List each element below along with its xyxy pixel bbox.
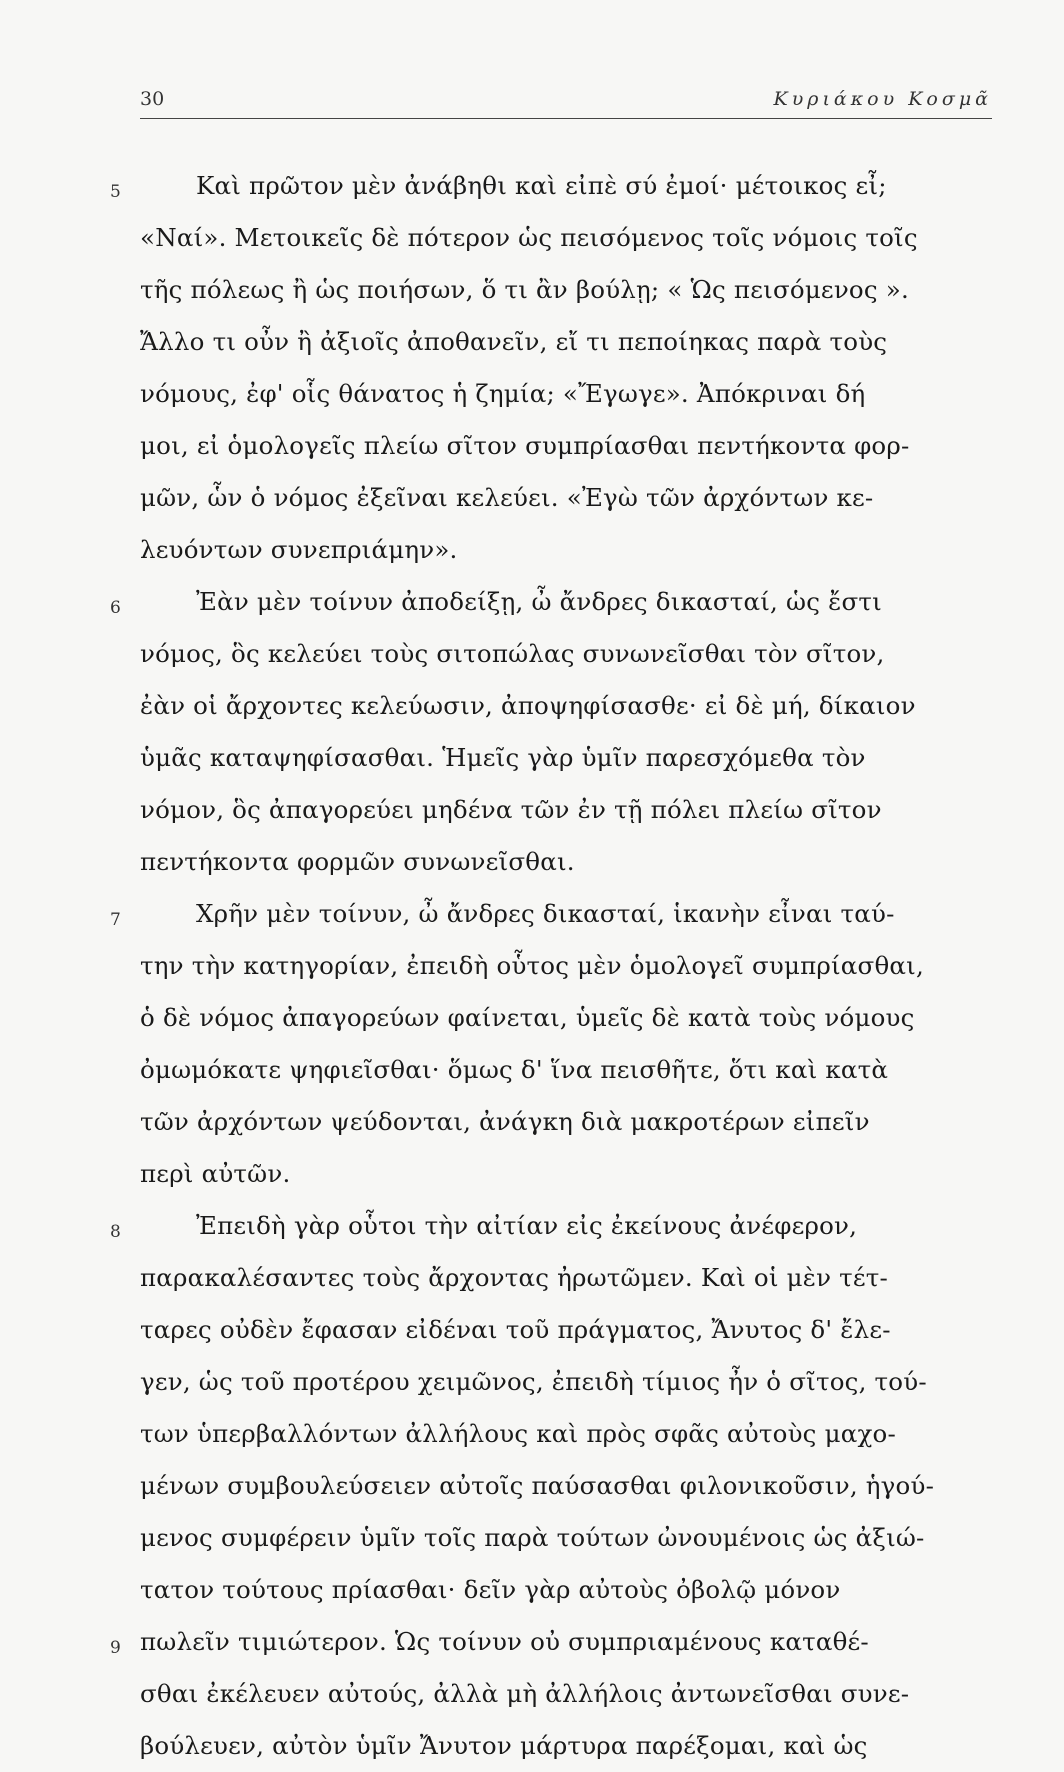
text-line: ὁ δὲ νόμος ἀπαγορεύων φαίνεται, ὑμεῖς δὲ κατὰ τοὺς νόμους — [140, 1003, 915, 1032]
text-line: περὶ αὐτῶν. — [140, 1159, 291, 1188]
section-marker: 8 — [110, 1222, 122, 1242]
text-line: μῶν, ὧν ὁ νόμος ἐξεῖναι κελεύει. «Ἐγὼ τῶν ἀρχόντων κε- — [140, 483, 874, 512]
section-marker: 5 — [110, 182, 122, 202]
text-line: γεν, ὡς τοῦ προτέρου χειμῶνος, ἐπειδὴ τίμιος ἦν ὁ σῖτος, τού- — [140, 1367, 927, 1396]
text-line: τῶν ἀρχόντων ψεύδονται, ἀνάγκη διὰ μακροτέρων εἰπεῖν — [140, 1107, 870, 1136]
text-line: 9 πωλεῖν τιμιώτερον. Ὡς τοίνυν οὐ συμπριαμένους καταθέ- — [140, 1616, 992, 1668]
text-line: Ἄλλο τι οὖν ἢ ἀξιοῖς ἀποθανεῖν, εἴ τι πεποίηκας παρὰ τοὺς — [140, 327, 888, 356]
text-line: τῆς πόλεως ἢ ὡς ποιήσων, ὅ τι ἂν βούλῃ; « Ὡς πεισόμενος ». — [140, 275, 909, 304]
section-marker: 6 — [110, 598, 122, 618]
text-line: «Ναί». Μετοικεῖς δὲ πότερον ὡς πεισόμενος τοῖς νόμοις τοῖς — [140, 223, 918, 252]
text-line: 7 Χρῆν μὲν τοίνυν, ὦ ἄνδρες δικασταί, ἱκανὴν εἶναι ταύ- — [140, 888, 992, 940]
text-line: μένων συμβουλεύσειεν αὐτοῖς παύσασθαι φιλονικοῦσιν, ἡγού- — [140, 1471, 935, 1500]
running-head: Κυριάκου Κοσμᾶ — [773, 88, 992, 110]
text-line: σθαι ἐκέλευεν αὐτούς, ἀλλὰ μὴ ἀλλήλοις ἀντωνεῖσθαι συνε- — [140, 1679, 910, 1708]
text-line: βούλευεν, αὐτὸν ὑμῖν Ἄνυτον μάρτυρα παρέξομαι, καὶ ὡς — [140, 1731, 868, 1760]
text-line: ὑμᾶς καταψηφίσασθαι. Ἡμεῖς γὰρ ὑμῖν παρεσχόμεθα τὸν — [140, 743, 866, 772]
text-line: ὀμωμόκατε ψηφιεῖσθαι· ὅμως δ' ἵνα πεισθῆτε, ὅτι καὶ κατὰ — [140, 1055, 889, 1084]
page-header — [140, 88, 992, 118]
text-line: 8 Ἐπειδὴ γὰρ οὗτοι τὴν αἰτίαν εἰς ἐκείνους ἀνέφερον, — [140, 1200, 992, 1252]
text-line: 5 Καὶ πρῶτον μὲν ἀνάβηθι καὶ εἰπὲ σύ ἐμοί· μέτοικος εἶ; — [140, 160, 992, 212]
text-line: λευόντων συνεπριάμην». — [140, 535, 458, 564]
text-line: 6 Ἐὰν μὲν τοίνυν ἀποδείξῃ, ὦ ἄνδρες δικασταί, ὡς ἔστι — [140, 576, 992, 628]
header-rule — [140, 118, 992, 119]
text-line: την τὴν κατηγορίαν, ἐπειδὴ οὗτος μὲν ὁμολογεῖ συμπρίασθαι, — [140, 951, 924, 980]
text-line: νόμους, ἐφ' οἷς θάνατος ἡ ζημία; «Ἔγωγε». Ἀπόκριναι δή — [140, 379, 866, 408]
text-line: μενος συμφέρειν ὑμῖν τοῖς παρὰ τούτων ὠνουμένοις ὡς ἀξιώ- — [140, 1523, 925, 1552]
text-line: ταρες οὐδὲν ἔφασαν εἰδέναι τοῦ πράγματος, Ἄνυτος δ' ἔλε- — [140, 1315, 891, 1344]
text-line: τατον τούτους πρίασθαι· δεῖν γὰρ αὐτοὺς ὀβολῷ μόνον — [140, 1575, 841, 1604]
text-line: παρακαλέσαντες τοὺς ἄρχοντας ἠρωτῶμεν. Καὶ οἱ μὲν τέτ- — [140, 1263, 889, 1292]
text-line: πεντήκοντα φορμῶν συνωνεῖσθαι. — [140, 847, 575, 876]
text-line: μοι, εἰ ὁμολογεῖς πλείω σῖτον συμπρίασθαι πεντήκοντα φορ- — [140, 431, 910, 460]
text-line: νόμος, ὃς κελεύει τοὺς σιτοπώλας συνωνεῖσθαι τὸν σῖτον, — [140, 639, 885, 668]
text-line: νόμον, ὃς ἀπαγορεύει μηδένα τῶν ἐν τῇ πόλει πλείω σῖτον — [140, 795, 882, 824]
body-text — [110, 160, 992, 1772]
text-line: ἐὰν οἱ ἄρχοντες κελεύωσιν, ἀποψηφίσασθε· εἰ δὲ μή, δίκαιον — [140, 691, 916, 720]
text-line: των ὑπερβαλλόντων ἀλλήλους καὶ πρὸς σφᾶς αὐτοὺς μαχο- — [140, 1419, 896, 1448]
section-marker: 9 — [110, 1638, 122, 1658]
page-number: 30 — [140, 88, 165, 110]
section-marker: 7 — [110, 910, 122, 930]
